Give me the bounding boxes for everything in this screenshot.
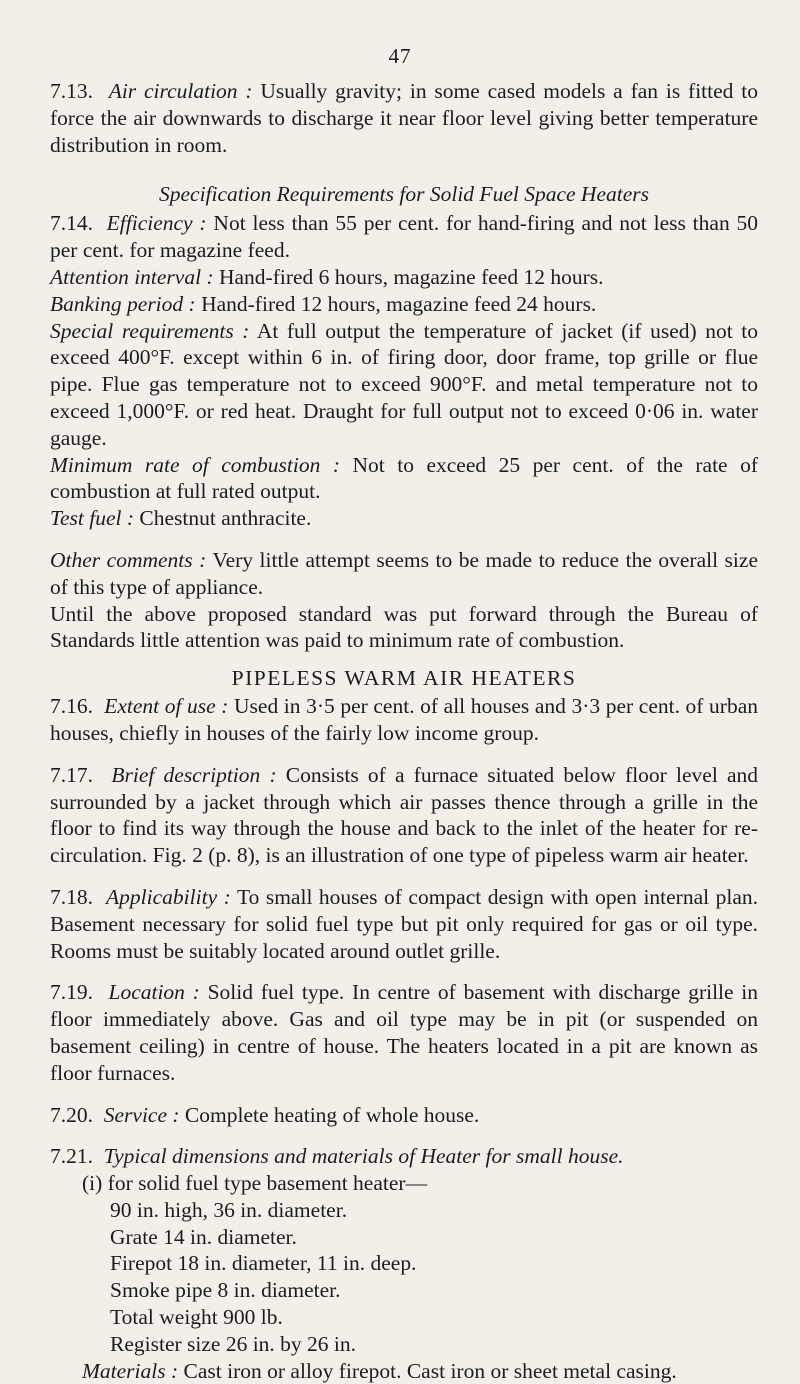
paragraph-test-fuel <box>50 505 758 532</box>
paragraph-text: Very little attempt seems to be made to reduce the overall size of this type of appliance. <box>50 547 758 599</box>
paragraph-attention-interval <box>50 264 758 291</box>
run-in-heading: Brief description : <box>111 762 277 787</box>
paragraph-text: Solid fuel type. In centre of basement with discharge grille in floor immediately above. Gas and oil type may be in pit (or suspended on basement ceiling) in centre of house. The heaters located in a pit are known as floor furnaces. <box>50 980 759 1085</box>
paragraph-text: To small houses of compact design with open internal plan. Basement necessary for solid fuel type but pit only required for gas or oil type. Rooms must be suitably located around outlet grille. <box>50 884 759 963</box>
subsection-solid-fuel: (i) for solid fuel type basement heater— <box>82 1171 428 1196</box>
run-in-heading: Service : <box>103 1102 180 1127</box>
dimension-item: Total weight 900 lb. <box>110 1305 283 1330</box>
section-number: 7.19. <box>50 980 93 1005</box>
paragraph-minimum-rate <box>50 452 758 506</box>
section-number: 7.21. <box>50 1144 93 1169</box>
dimension-item: Smoke pipe 8 in. diameter. <box>110 1278 341 1303</box>
dimension-item: 90 in. high, 36 in. diameter. <box>110 1197 348 1222</box>
section-number: 7.17. <box>50 762 93 787</box>
paragraph-banking-period <box>50 291 758 318</box>
run-in-heading: Typical dimensions and materials of Heater for small house. <box>103 1144 624 1169</box>
paragraph-7-17 <box>50 762 758 869</box>
paragraph-text: Hand-fired 6 hours, magazine feed 12 hours. <box>218 264 604 289</box>
run-in-heading: Minimum rate of combustion : <box>50 452 341 477</box>
paragraph-7-19 <box>50 979 758 1086</box>
paragraph-text: Not to exceed 25 per cent. of the rate of combustion at full rated output. <box>50 452 758 504</box>
paragraph-text: Used in 3·5 per cent. of all houses and 3·3 per cent. of urban houses, chiefly in houses of the fairly low income group. <box>50 694 759 745</box>
run-in-heading: Applicability : <box>106 884 231 909</box>
run-in-heading: Location : <box>108 980 200 1005</box>
section-number: 7.13. <box>50 79 93 103</box>
section-number: 7.14. <box>50 211 93 236</box>
run-in-heading: Banking period : <box>50 291 196 316</box>
paragraph-7-14 <box>50 210 758 264</box>
paragraph-text: Chestnut anthracite. <box>139 506 312 531</box>
run-in-heading: Materials : <box>82 1358 179 1383</box>
run-in-heading: Other comments : <box>50 547 207 572</box>
dimension-item: Grate 14 in. diameter. <box>110 1224 297 1249</box>
paragraph-7-20 <box>50 1102 758 1129</box>
body-text <box>50 78 758 1384</box>
paragraph-7-21 <box>50 1143 758 1170</box>
paragraph-text: At full output the temperature of jacket (if used) not to exceed 400°F. except within 6 in. of firing door, door frame, top grille or flue pipe. Flue gas temperature not to exceed 900°F. and metal temperature not to exceed 1,000°F. or red heat. Draught for full output not to exceed 0·06 in. water gauge. <box>50 318 758 450</box>
paragraph-7-16 <box>50 693 758 747</box>
paragraph-text: Usually gravity; in some cased models a fan is fitted to force the air downwards to discharge it near floor level giving better temperature distribution in room. <box>50 79 758 157</box>
page-number: 47 <box>388 44 412 68</box>
paragraph-text: Hand-fired 12 hours, magazine feed 24 hours. <box>201 291 597 316</box>
run-in-heading: Attention interval : <box>50 264 214 289</box>
paragraph-materials <box>50 1358 758 1384</box>
run-in-heading: Air circulation : <box>108 79 253 103</box>
run-in-heading: Test fuel : <box>50 506 135 531</box>
pipeless-heading: PIPELESS WARM AIR HEATERS <box>231 666 577 691</box>
run-in-heading: Extent of use : <box>104 694 229 719</box>
section-number: 7.16. <box>50 694 93 719</box>
paragraph-other-comments <box>50 547 758 601</box>
paragraph-7-18 <box>50 884 758 964</box>
section-number: 7.20. <box>50 1102 93 1127</box>
run-in-heading: Special requirements : <box>50 318 250 343</box>
spec-heading: Specification Requirements for Solid Fuel Space Heaters <box>158 182 649 207</box>
paragraph-7-13 <box>50 78 758 158</box>
paragraph-text: Consists of a furnace situated below floor level and surrounded by a jacket through which air passes thence through a grille in the floor to find its way through the house and back to the inlet of the heater for re-circulation. Fig. 2 (p. 8), is an illustration of one type of pipeless warm air heater. <box>50 762 759 868</box>
dimension-item: Register size 26 in. by 26 in. <box>110 1331 357 1356</box>
section-number: 7.18. <box>50 884 93 909</box>
dimensions-list <box>50 1197 758 1358</box>
paragraph-special-requirements <box>50 318 758 452</box>
paragraph-text: Not less than 55 per cent. for hand-firing and not less than 50 per cent. for magazine feed. <box>50 211 759 263</box>
paragraph-until: Until the above proposed standard was put forward through the Bureau of Standards little attention was paid to minimum rate of combustion. <box>50 601 758 653</box>
paragraph-text: Complete heating of whole house. <box>184 1102 480 1127</box>
run-in-heading: Efficiency : <box>106 211 207 236</box>
paragraph-text: Cast iron or alloy firepot. Cast iron or sheet metal casing. <box>183 1358 677 1383</box>
dimension-item: Firepot 18 in. diameter, 11 in. deep. <box>110 1251 417 1276</box>
